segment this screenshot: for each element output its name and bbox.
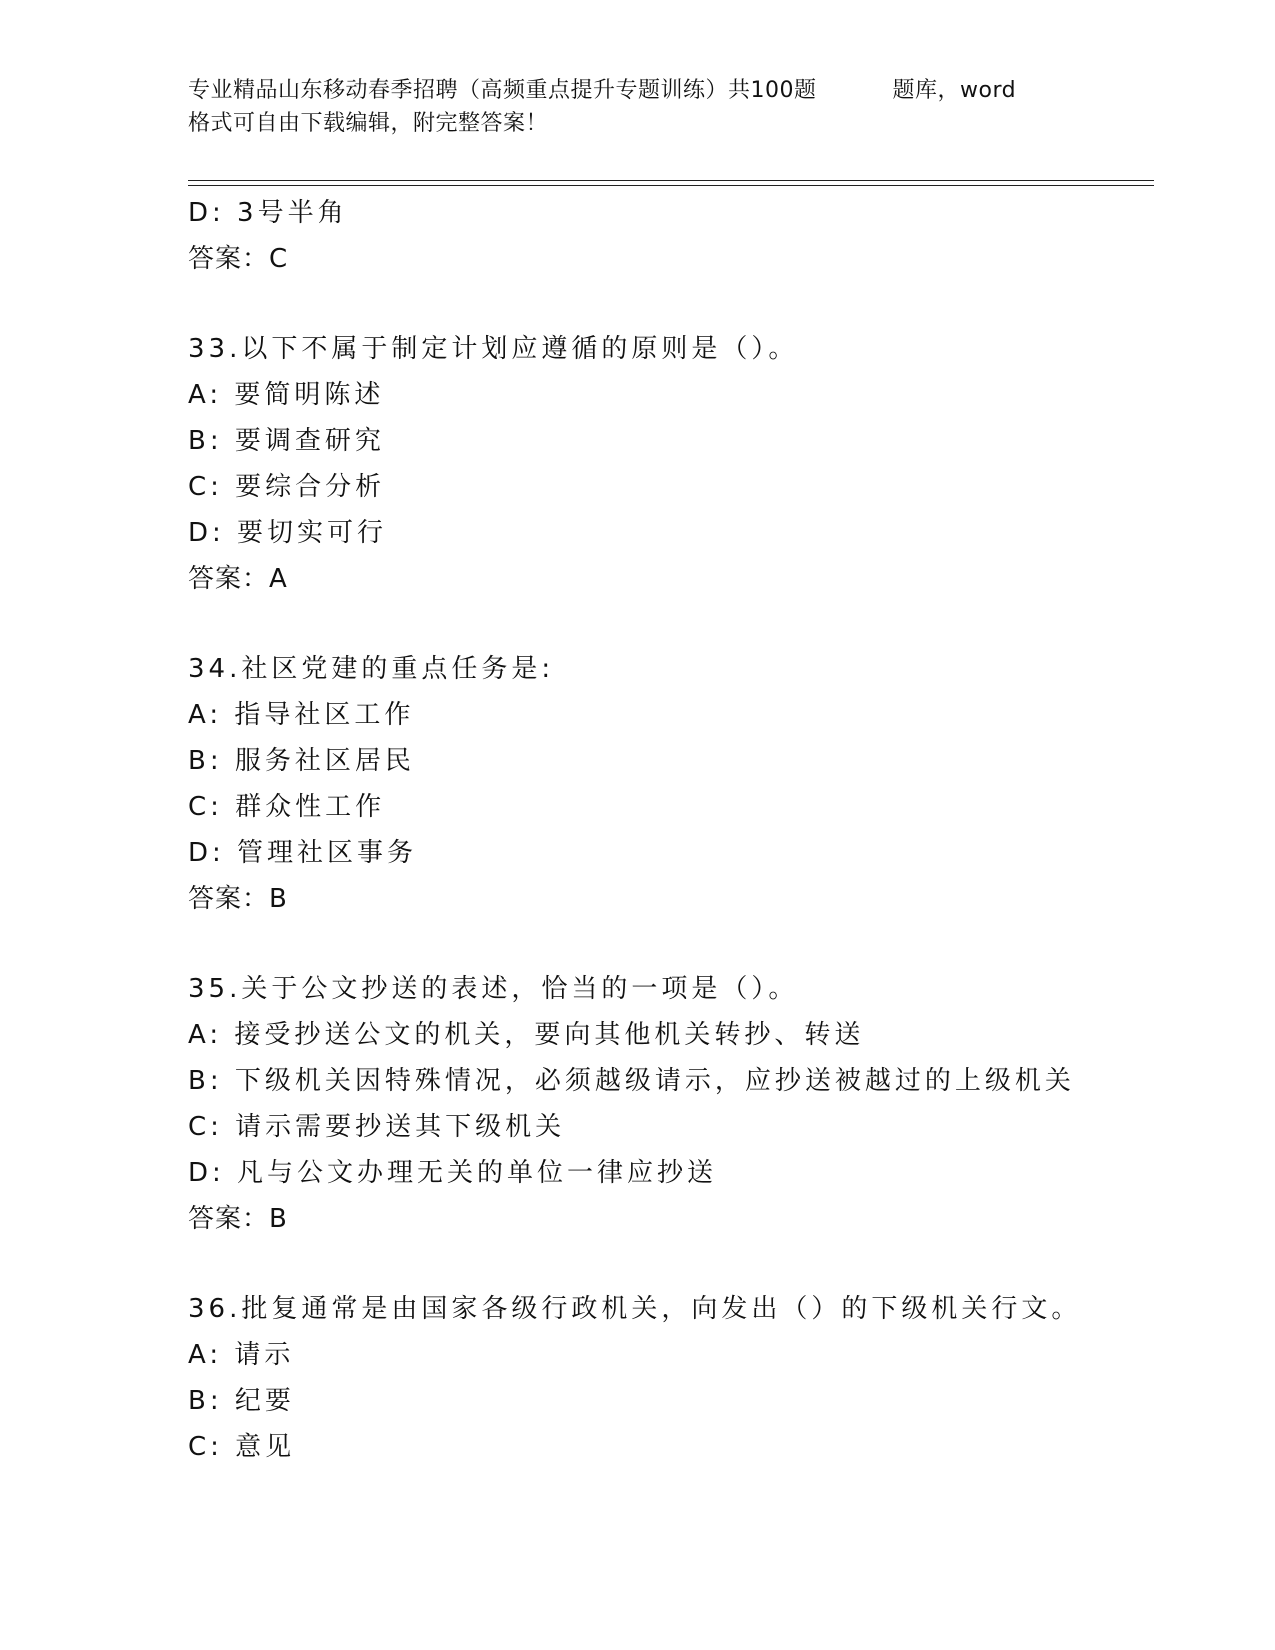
header-title: 专业精品山东移动春季招聘（高频重点提升专题训练）共100题	[188, 78, 817, 103]
option-d: D: 管理社区事务	[188, 838, 418, 868]
header-divider-top	[188, 180, 1154, 181]
option-b: B: 下级机关因特殊情况，必须越级请示，应抄送被越过的上级机关	[188, 1066, 1075, 1096]
question-list	[188, 190, 1148, 1470]
option-d: D: 要切实可行	[188, 518, 388, 548]
previous-question-tail	[188, 190, 1148, 282]
option-d: D: 3号半角	[188, 198, 348, 228]
header-divider-bottom	[188, 185, 1154, 186]
option-b: B: 纪要	[188, 1386, 295, 1416]
header-line-1	[188, 74, 1088, 107]
document-header	[188, 74, 1088, 140]
option-d: D: 凡与公文办理无关的单位一律应抄送	[188, 1158, 718, 1188]
question-stem: 33.以下不属于制定计划应遵循的原则是（）。	[188, 334, 799, 364]
option-c: C: 请示需要抄送其下级机关	[188, 1112, 566, 1142]
option-a: A: 指导社区工作	[188, 700, 415, 730]
option-b: B: 要调查研究	[188, 426, 385, 456]
option-b: B: 服务社区居民	[188, 746, 415, 776]
question-stem: 36.批复通常是由国家各级行政机关，向发出（）的下级机关行文。	[188, 1294, 1082, 1324]
option-c: C: 群众性工作	[188, 792, 386, 822]
header-title-suffix: 题库，word	[892, 78, 1017, 103]
header-line-2: 格式可自由下载编辑，附完整答案！	[188, 111, 549, 136]
question-stem: 35.关于公文抄送的表述，恰当的一项是（）。	[188, 974, 799, 1004]
answer-line: 答案：C	[188, 244, 289, 274]
question-34	[188, 646, 1148, 922]
question-36	[188, 1286, 1148, 1470]
option-a: A: 要简明陈述	[188, 380, 385, 410]
option-a: A: 接受抄送公文的机关，要向其他机关转抄、转送	[188, 1020, 865, 1050]
option-c: C: 意见	[188, 1432, 296, 1462]
answer-line: 答案：A	[188, 564, 288, 594]
answer-line: 答案：B	[188, 884, 288, 914]
option-a: A: 请示	[188, 1340, 295, 1370]
question-35	[188, 966, 1148, 1242]
question-33	[188, 326, 1148, 602]
answer-line: 答案：B	[188, 1204, 288, 1234]
question-stem: 34.社区党建的重点任务是:	[188, 654, 555, 684]
option-c: C: 要综合分析	[188, 472, 386, 502]
